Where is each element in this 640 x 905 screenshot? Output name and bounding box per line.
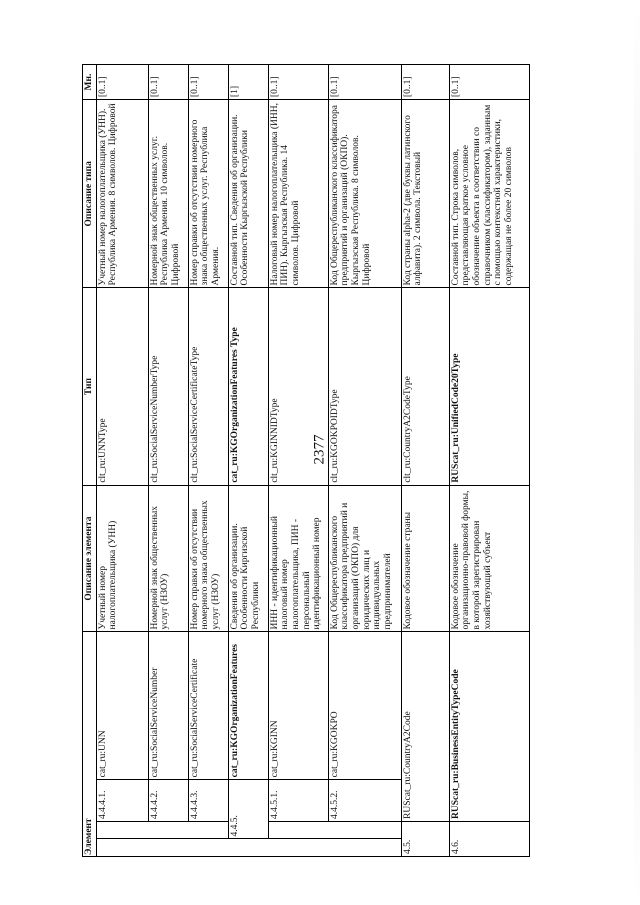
row-type-desc: Налоговый номер налогоплательщика (ИНН, ПИН). Кыргызская Республика. 14 символов. Цифровой: [268, 100, 328, 288]
row-element-desc: ИНН - идентификационный налоговый номер налогоплательщика, ПИН - персональный идентификационный номер: [268, 485, 328, 632]
row-element-desc: Номер справки об отсутствии номерного знака общественных услуг (НЗОУ): [188, 485, 228, 632]
row-type: cat_ru:KGOrganizationFeatures Type: [228, 288, 268, 485]
row-number: 4.4.5.: [228, 780, 268, 839]
row-type: clt_ru:CountryA2CodeType: [401, 288, 449, 485]
header-type: Тип: [83, 288, 97, 485]
row-mn: [0..1]: [148, 65, 188, 100]
row-type-desc: Составной тип. Сведения об организации. Особенности Кыргызской Республики: [228, 100, 268, 288]
row-type: clt_ru:KGOKPOIDType: [328, 288, 401, 485]
row-mn: [0..1]: [96, 65, 148, 100]
row-number: 4.4.5.2.: [328, 780, 401, 822]
row-mn: [1]: [228, 65, 268, 100]
row-mn: [0..1]: [188, 65, 228, 100]
scan-edge: [634, 0, 640, 905]
table-row: [148, 65, 188, 857]
row-element-name: RUScat_ru:BusinessEntityTypeCode: [449, 632, 529, 822]
row-number: 4.5.: [401, 821, 449, 856]
table-row: [96, 65, 148, 857]
row-number: 4.4.4.2.: [148, 780, 188, 822]
row-element-desc: Кодовое обозначение страны: [401, 485, 449, 632]
header-element: Элемент: [83, 632, 97, 857]
header-mn: Мн.: [83, 65, 97, 100]
row-element-name: cat_ru:KGINN: [268, 632, 328, 780]
row-element-name: RUScat_ru:CountryA2Code: [401, 632, 449, 822]
row-type: clt_ru:SocialServiceCertificateType: [188, 288, 228, 485]
row-type: clt_ru:SocialServiceNumberType: [148, 288, 188, 485]
row-element-desc: Код Общереспубликанского классификатора предприятий и организаций (ОКПО) для юридических лиц и индивидуальных предпринимателей: [328, 485, 401, 632]
table-row: [228, 65, 268, 857]
row-element-desc: Кодовое обозначение организационно-правовой формы, в которой зарегистрирован хозяйствующий субъект: [449, 485, 529, 632]
row-type-desc: Учетный номер налогоплательщика (УНН). Республика Армения. 8 символов. Цифровой: [96, 100, 148, 288]
row-mn: [0..1]: [449, 65, 529, 100]
row-element-name: cat_ru:KGOKPO: [328, 632, 401, 780]
table-row: [268, 65, 328, 857]
page-number: 2377: [311, 434, 328, 465]
row-type-desc: Номер справки об отсутствии номерного знака общественных услуг. Республика Армения.: [188, 100, 228, 288]
table-row: [449, 65, 529, 857]
row-type-desc: Составной тип. Строка символов, представляющая краткое условное обозначение объекта в соответствии со справочником (классификатором), заданным с помощью контекстной характеристики, содержащая не более 20 символов: [449, 100, 529, 288]
row-type-desc: Код Общереспубликанского классификатора предприятий и организаций (ОКПО). Кыргызская Республика. 8 символов. Цифровой: [328, 100, 401, 288]
row-number: 4.4.4.3.: [188, 780, 228, 822]
row-element-name: cat_ru:SocialServiceCertificate: [188, 632, 228, 780]
row-number: 4.6.: [449, 821, 529, 856]
row-element-name: cat_ru:KGOrganizationFeatures: [228, 632, 268, 780]
header-element-desc: Описание элемента: [83, 485, 97, 632]
row-number: 4.4.4.1.: [96, 780, 148, 822]
table-row: [328, 65, 401, 857]
row-type: clt_ru:KGINNIDType: [268, 288, 328, 485]
row-mn: [0..1]: [401, 65, 449, 100]
row-element-name: cat_ru:UNN: [96, 632, 148, 780]
row-element-name: cat_ru:SocialServiceNumber: [148, 632, 188, 780]
row-number: 4.4.5.1.: [268, 780, 328, 822]
row-element-desc: Сведения об организации. Особенности Киргизской Республики: [228, 485, 268, 632]
rotated-page: [0, 60, 514, 905]
row-element-desc: Учетный номер налогоплательщика (УНН): [96, 485, 148, 632]
row-type-desc: Код страны alpha-2 (две буквы латинского алфавита). 2 символа. Текстовый: [401, 100, 449, 288]
row-type-desc: Номерной знак общественных услуг. Республика Армения. 10 символов. Цифровой: [148, 100, 188, 288]
row-element-desc: Номерной знак общественных услуг (НЗОУ): [148, 485, 188, 632]
header-type-desc: Описание типа: [83, 100, 97, 288]
row-type: clt_ru:UNNType: [96, 288, 148, 485]
table-row: [188, 65, 228, 857]
row-type: RUScat_ru:UnifiedCode20Type: [449, 288, 529, 485]
table-row: [401, 65, 449, 857]
row-mn: [0..1]: [268, 65, 328, 100]
row-mn: [0..1]: [328, 65, 401, 100]
header-row: [83, 65, 97, 857]
elements-table: [82, 64, 530, 857]
